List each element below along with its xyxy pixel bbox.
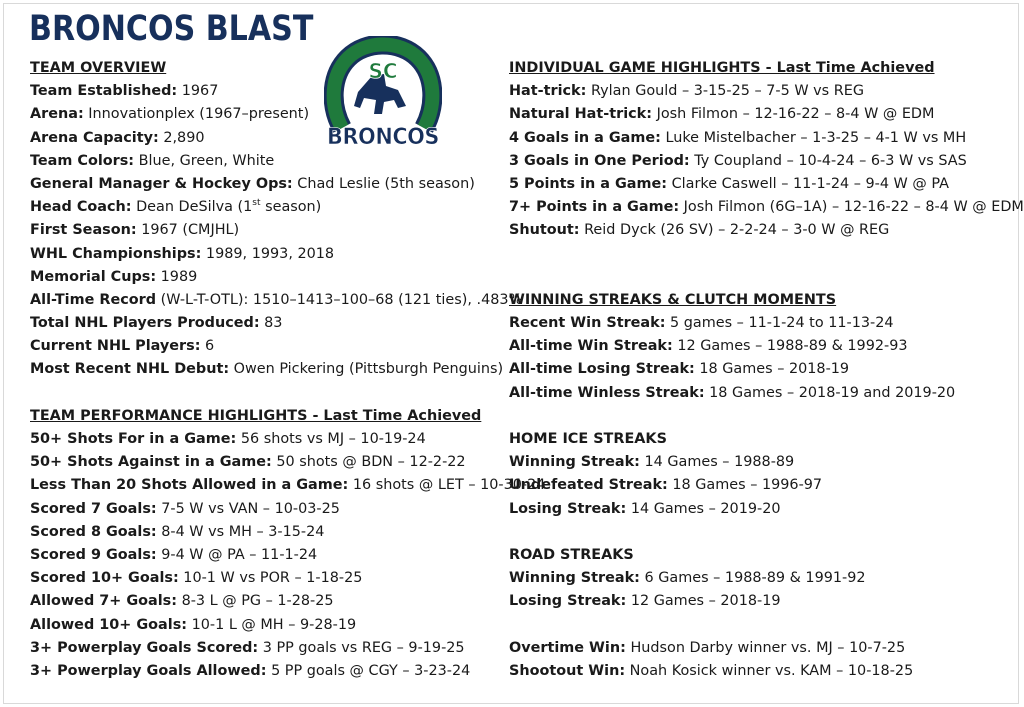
stat-label: Undefeated Streak: (509, 477, 668, 494)
stat-value: 6 (205, 338, 215, 355)
stat-row (30, 266, 510, 289)
stat-label: 3 Goals in One Period: (509, 152, 690, 169)
stat-value: 18 Games – 1996-97 (672, 477, 823, 494)
stat-label: Scored 9 Goals: (30, 546, 157, 563)
stat-value: 8-4 W vs MH – 3-15-24 (161, 523, 325, 540)
stat-row (30, 358, 510, 381)
stat-row (30, 219, 510, 242)
stat-row (509, 173, 1009, 196)
logo-bottom-text: BRONCOS (327, 125, 439, 150)
stat-row (509, 127, 1009, 150)
stat-value: 5 games – 11-1-24 to 11-13-24 (670, 315, 894, 332)
stat-value: Reid Dyck (26 SV) – 2-2-24 – 3-0 W @ REG (584, 222, 890, 239)
individual-highlights-list (509, 80, 1024, 242)
stat-label: All-Time Record (30, 291, 157, 308)
stat-value: 83 (264, 315, 283, 332)
stat-value: 1967 (181, 83, 219, 100)
stat-value: 12 Games – 2018-19 (630, 593, 781, 610)
stat-row (509, 451, 1009, 474)
stat-value: 7-5 W vs VAN – 10-03-25 (161, 500, 340, 517)
logo-top-text: SC (368, 59, 398, 83)
stat-value: 18 Games – 2018-19 and 2019-20 (709, 384, 956, 401)
stat-value: 12 Games – 1988-89 & 1992-93 (677, 338, 908, 355)
stat-label: Winning Streak: (509, 570, 640, 587)
team-overview-list (30, 80, 523, 381)
stat-label: 4 Goals in a Game: (509, 129, 661, 146)
stat-label: Losing Streak: (509, 593, 627, 610)
stat-row (509, 312, 1009, 335)
stat-label: Arena: (30, 106, 84, 123)
stat-row (30, 103, 510, 126)
stat-label: Hat-trick: (509, 83, 587, 100)
road-streaks-list (509, 567, 1009, 613)
stat-row (30, 498, 510, 521)
stat-label: General Manager & Hockey Ops: (30, 175, 293, 192)
stat-label: First Season: (30, 222, 137, 239)
stat-value: 16 shots @ LET – 10-30-24 (352, 477, 546, 494)
page-title: BRONCOS BLAST (29, 9, 314, 49)
stat-label: WHL Championships: (30, 245, 202, 262)
individual-highlights-heading: INDIVIDUAL GAME HIGHLIGHTS - Last Time Achieved (509, 60, 935, 76)
stat-value: 56 shots vs MJ – 10-19-24 (240, 431, 426, 447)
stat-label: 50+ Shots For in a Game: (30, 431, 237, 447)
stat-row (30, 289, 523, 312)
team-performance-list (30, 428, 546, 683)
stat-value: Ty Coupland – 10-4-24 – 6-3 W vs SAS (694, 152, 967, 169)
stat-row (30, 451, 510, 474)
stat-row (509, 358, 1009, 381)
stat-label: Allowed 7+ Goals: (30, 593, 177, 610)
stat-row (30, 173, 510, 196)
stat-label: Total NHL Players Produced: (30, 315, 260, 332)
stat-label: 7+ Points in a Game: (509, 199, 680, 216)
stat-row (509, 335, 1009, 358)
stat-value: 1989 (160, 268, 198, 285)
stat-label: Shutout: (509, 222, 580, 239)
stat-row (30, 474, 546, 497)
stat-label: Natural Hat-trick: (509, 106, 652, 123)
stat-label: Shootout Win: (509, 662, 626, 679)
stat-value: Owen Pickering (Pittsburgh Penguins) (233, 361, 504, 378)
stat-row (509, 567, 1009, 590)
stat-value: 10-1 W vs POR – 1-18-25 (183, 570, 363, 587)
stat-value: 8-3 L @ PG – 1-28-25 (181, 593, 334, 610)
ordinal-suffix: st (252, 198, 261, 209)
stat-row (509, 498, 1009, 521)
stat-value: Blue, Green, White (138, 152, 275, 169)
stat-row (30, 80, 510, 103)
stat-label: Memorial Cups: (30, 268, 157, 285)
stat-label: Allowed 10+ Goals: (30, 616, 188, 633)
stat-row (509, 590, 1009, 613)
stat-row (30, 567, 510, 590)
stat-row (30, 590, 510, 613)
stat-value: Dean DeSilva (1 (136, 199, 253, 216)
stat-row (30, 614, 510, 637)
stat-label: Winning Streak: (509, 454, 640, 471)
stat-label: Losing Streak: (509, 500, 627, 517)
stat-label: 5 Points in a Game: (509, 175, 668, 192)
stat-label: 3+ Powerplay Goals Scored: (30, 639, 259, 656)
stat-value: 50 shots @ BDN – 12-2-22 (276, 454, 466, 471)
stat-value: Chad Leslie (5th season) (297, 175, 475, 192)
stat-value: Innovationplex (1967–present) (88, 106, 310, 123)
stat-label: 50+ Shots Against in a Game: (30, 454, 272, 471)
stat-value-suffix: season) (260, 199, 322, 216)
stat-value: 14 Games – 1988-89 (644, 454, 795, 471)
winning-streaks-list (509, 312, 1009, 405)
stat-row (30, 335, 510, 358)
stat-label: Less Than 20 Shots Allowed in a Game: (30, 477, 349, 494)
home-ice-list (509, 451, 1009, 521)
stat-row (509, 150, 1009, 173)
stat-value: 5 PP goals @ CGY – 3-23-24 (271, 662, 471, 679)
stat-value: 3 PP goals vs REG – 9-19-25 (262, 639, 465, 656)
stat-value: Josh Filmon (6G–1A) – 12-16-22 – 8-4 W @ EDM (683, 199, 1024, 216)
stat-row (509, 219, 1009, 242)
stat-value: 1989, 1993, 2018 (205, 245, 335, 262)
stat-value: Luke Mistelbacher – 1-3-25 – 4-1 W vs MH (665, 129, 967, 146)
stat-row (30, 544, 510, 567)
stat-label: Team Colors: (30, 152, 135, 169)
stat-row (30, 637, 510, 660)
stat-row (509, 382, 1009, 405)
home-ice-heading: HOME ICE STREAKS (509, 431, 667, 447)
stat-value: (W-L-T-OTL): 1510–1413–100–68 (121 ties), .483% (160, 291, 523, 308)
stat-row (509, 660, 1009, 683)
stat-row (30, 196, 510, 219)
stat-label: Most Recent NHL Debut: (30, 361, 230, 378)
stat-row (509, 80, 1009, 103)
stat-label: Overtime Win: (509, 639, 626, 656)
stat-row (509, 637, 1009, 660)
stat-value: 18 Games – 2018-19 (699, 361, 850, 378)
stat-row (509, 196, 1024, 219)
stat-row (30, 312, 510, 335)
stat-label: Scored 7 Goals: (30, 500, 157, 517)
stat-value: 6 Games – 1988-89 & 1991-92 (644, 570, 866, 587)
team-overview-heading: TEAM OVERVIEW (30, 60, 167, 76)
team-performance-heading: TEAM PERFORMANCE HIGHLIGHTS - Last Time Achieved (30, 407, 482, 424)
stat-row (30, 660, 510, 683)
winning-streaks-heading: WINNING STREAKS & CLUTCH MOMENTS (509, 291, 837, 308)
stat-label: Team Established: (30, 83, 178, 100)
stat-label: Current NHL Players: (30, 338, 201, 355)
stat-label: Scored 8 Goals: (30, 523, 157, 540)
stat-value: Hudson Darby winner vs. MJ – 10-7-25 (630, 639, 906, 656)
stat-row (30, 428, 510, 451)
stat-row (509, 103, 1009, 126)
stat-label: Arena Capacity: (30, 129, 159, 146)
stat-value: 14 Games – 2019-20 (630, 500, 781, 517)
road-streaks-heading: ROAD STREAKS (509, 546, 634, 563)
stat-label: All-time Winless Streak: (509, 384, 705, 401)
stat-label: Head Coach: (30, 199, 132, 216)
stat-value: Josh Filmon – 12-16-22 – 8-4 W @ EDM (656, 106, 935, 123)
stat-label: Scored 10+ Goals: (30, 570, 179, 587)
stat-label: 3+ Powerplay Goals Allowed: (30, 662, 267, 679)
stat-label: All-time Win Streak: (509, 338, 673, 355)
stat-value: 1967 (CMJHL) (141, 222, 240, 239)
stat-row (30, 150, 510, 173)
stat-value: Noah Kosick winner vs. KAM – 10-18-25 (629, 662, 914, 679)
stat-row (30, 521, 510, 544)
right-column (509, 57, 1024, 683)
stat-value: Rylan Gould – 3-15-25 – 7-5 W vs REG (590, 83, 864, 100)
stat-value: 2,890 (163, 129, 205, 146)
stat-row (509, 474, 1009, 497)
stat-row (30, 243, 510, 266)
overtime-list (509, 637, 1009, 683)
stat-value: 9-4 W @ PA – 11-1-24 (161, 546, 318, 563)
stat-value: Clarke Caswell – 11-1-24 – 9-4 W @ PA (671, 175, 949, 192)
stat-value: 10-1 L @ MH – 9-28-19 (191, 616, 357, 633)
stat-row (30, 127, 510, 150)
stat-label: Recent Win Streak: (509, 315, 666, 332)
stat-label: All-time Losing Streak: (509, 361, 695, 378)
